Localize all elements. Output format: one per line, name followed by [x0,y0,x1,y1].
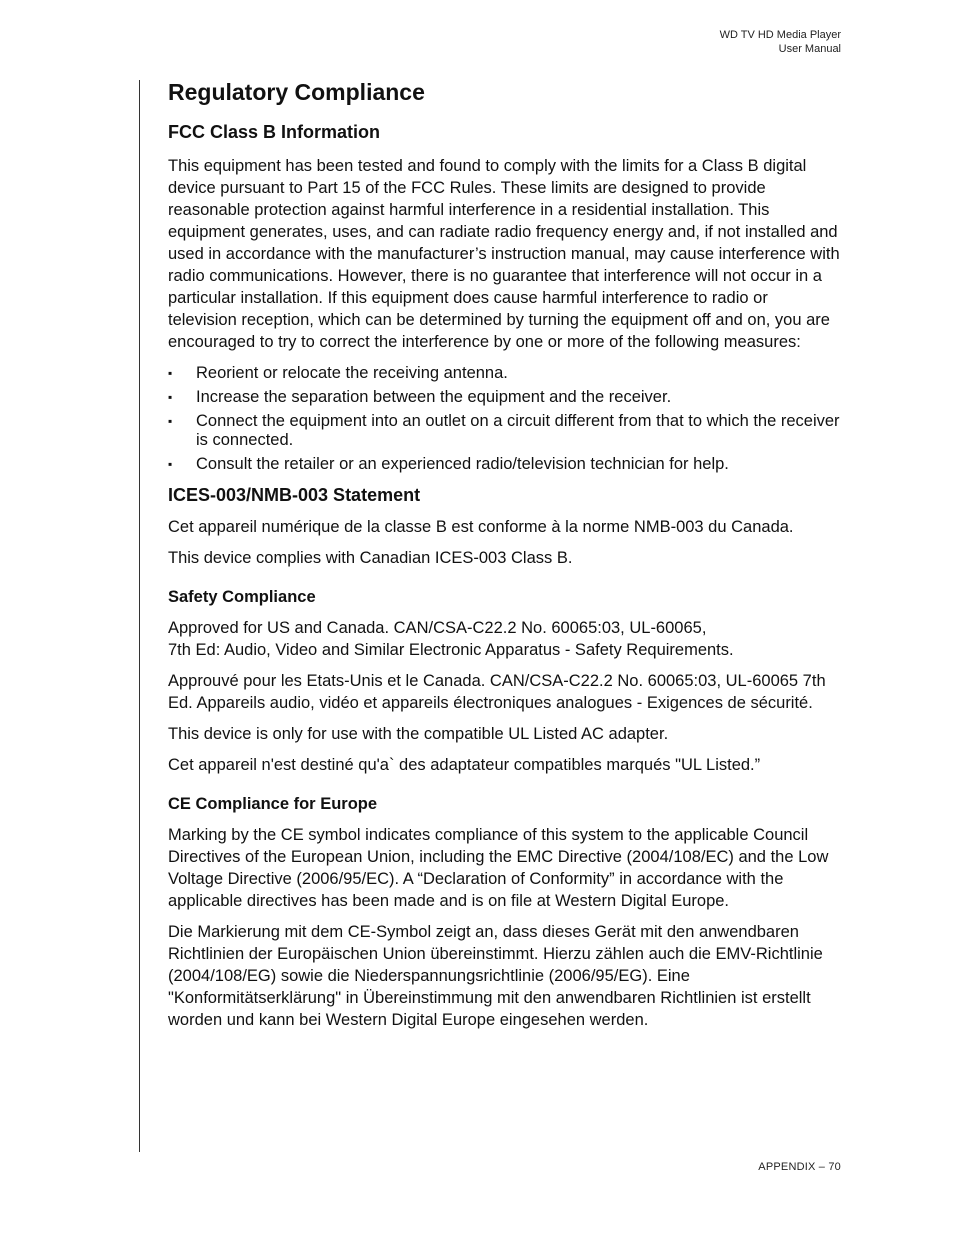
page-title: Regulatory Compliance [168,79,425,105]
page-number: APPENDIX – 70 [758,1161,841,1173]
ce-paragraph-german: Die Markierung mit dem CE-Symbol zeigt an, dass dieses Gerät mit den anwendbaren Richtlinien der Europäischen Union übereinstimmt. Hierzu zählen auch die EMV-Richtlinie (2004/108/EG) sowie die Niederspannungsrichtlinie (2006/95/EG). Eine "Konformitätserklärung" in Übereinstimmung mit den anwendbaren Richtlinien ist erstellt worden und kann bei Western Digital Europe eingesehen werden. [168,923,823,1029]
margin-rule [139,80,140,1152]
manual-product-name: WD TV HD Media Player [719,29,841,41]
fcc-measures-list [168,364,840,474]
ce-heading: CE Compliance for Europe [168,795,378,813]
page-content [168,76,840,1031]
list-item: ▪ Connect the equipment into an outlet on a circuit different from that to which the receiver is connected. [168,412,840,449]
list-item: ▪ Increase the separation between the equipment and the receiver. [168,388,672,406]
safety-paragraph-french: Approuvé pour les Etats-Unis et le Canada. CAN/CSA-C22.2 No. 60065:03, UL-60065 7th Ed. Appareils audio, vidéo et appareils électroniques analogues - Exigences de sécurité. [168,672,826,712]
adapter-note-english: This device is only for use with the compatible UL Listed AC adapter. [168,725,669,743]
fcc-body: This equipment has been tested and found to comply with the limits for a Class B digital device pursuant to Part 15 of the FCC Rules. These limits are designed to provide reasonable protection against harmful interference in a residential installation. This equipment generates, uses, and can radiate radio frequency energy and, if not installed and used in accordance with the manufacturer’s instruction manual, may cause interference with radio communications. However, there is no guarantee that interference will not occur in a particular installation. If this equipment does cause harmful interference to radio or television reception, which can be determined by turning the equipment off and on, you are encouraged to try to correct the interference by one or more of the following measures: [168,157,840,351]
manual-type: User Manual [778,43,841,55]
ices-paragraph-english: This device complies with Canadian ICES-003 Class B. [168,549,573,567]
list-item: ▪ Consult the retailer or an experienced radio/television technician for help. [168,455,729,473]
safety-paragraph-english: Approved for US and Canada. CAN/CSA-C22.2 No. 60065:03, UL-60065, 7th Ed: Audio, Video and Similar Electronic Apparatus - Safety Requirements. [168,619,734,659]
list-item: ▪ Reorient or relocate the receiving antenna. [168,364,508,382]
ices-paragraph-french: Cet appareil numérique de la classe B est conforme à la norme NMB-003 du Canada. [168,518,794,536]
safety-heading: Safety Compliance [168,588,316,606]
fcc-heading: FCC Class B Information [168,122,381,142]
adapter-note-french: Cet appareil n'est destiné qu'a` des adaptateur compatibles marqués "UL Listed.” [168,756,761,774]
ce-paragraph-english: Marking by the CE symbol indicates compliance of this system to the applicable Council Directives of the European Union, including the EMC Directive (2004/108/EC) and the Low Voltage Directive (2006/95/EC). A “Declaration of Conformity” in accordance with the applicable directives has been made and is on file at Western Digital Europe. [168,826,829,910]
ices-heading: ICES-003/NMB-003 Statement [168,485,421,505]
page-header [720,28,841,56]
